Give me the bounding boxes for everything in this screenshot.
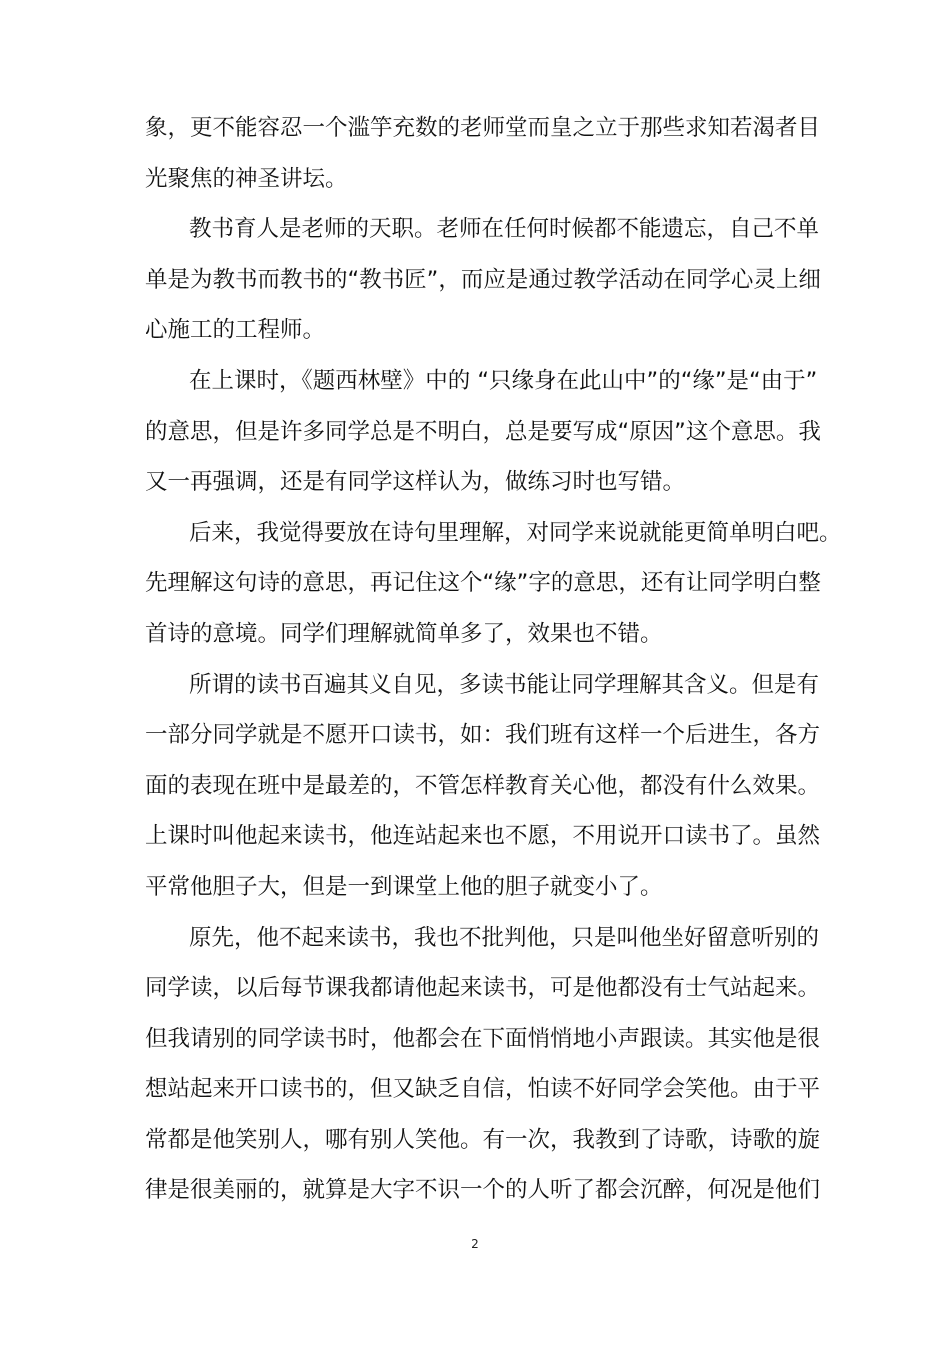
text-line: 先理解这句诗的意思，再记住这个“缘”字的意思，还有让同学明白整	[145, 570, 821, 597]
text-line: 平常他胆子大，但是一到课堂上他的胆子就变小了。	[145, 873, 663, 900]
text-line: 象，更不能容忍一个滥竽充数的老师堂而皇之立于那些求知若渴者目	[145, 115, 821, 141]
text-line: 一部分同学就是不愿开口读书，如：我们班有这样一个后进生，各方	[145, 722, 821, 749]
body-text	[145, 103, 845, 1216]
paragraph-start-line: 教书育人是老师的天职。老师在任何时候都不能遗忘，自己不单	[189, 216, 820, 243]
text-line: 首诗的意境。同学们理解就简单多了，效果也不错。	[145, 620, 663, 647]
text-line: 单是为教书而教书的“教书匠”，而应是通过教学活动在同学心灵上细	[145, 266, 821, 293]
text-line: 上课时叫他起来读书，他连站起来也不愿，不用说开口读书了。虽然	[145, 823, 821, 850]
text-line: 律是很美丽的，就算是大字不识一个的人听了都会沉醉，何况是他们	[145, 1177, 821, 1204]
page-number: 2	[471, 1237, 479, 1251]
paragraph-start-line: 后来，我觉得要放在诗句里理解，对同学来说就能更简单明白吧。	[189, 519, 842, 546]
paragraph-start-line: 在上课时，《题西林壁》中的 “只缘身在此山中”的“缘”是“由于”	[189, 367, 818, 394]
text-line: 面的表现在班中是最差的，不管怎样教育关心他，都没有什么效果。	[145, 772, 821, 799]
text-line: 常都是他笑别人，哪有别人笑他。有一次，我教到了诗歌，诗歌的旋	[145, 1126, 821, 1153]
text-line: 但我请别的同学读书时，他都会在下面悄悄地小声跟读。其实他是很	[145, 1025, 821, 1052]
text-line: 同学读，以后每节课我都请他起来读书，可是他都没有士气站起来。	[145, 975, 821, 1002]
text-line: 的意思，但是许多同学总是不明白，总是要写成“原因”这个意思。我	[145, 418, 821, 445]
paragraph-start-line: 所谓的读书百遍其义自见，多读书能让同学理解其含义。但是有	[189, 671, 820, 698]
text-line: 想站起来开口读书的，但又缺乏自信，怕读不好同学会笑他。由于平	[145, 1076, 821, 1103]
text-line: 又一再强调，还是有同学这样认为，做练习时也写错。	[145, 469, 686, 496]
text-line: 光聚焦的神圣讲坛。	[145, 165, 348, 192]
paragraph-start-line: 原先，他不起来读书，我也不批判他，只是叫他坐好留意听别的	[189, 924, 820, 951]
text-line: 心施工的工程师。	[145, 317, 326, 344]
